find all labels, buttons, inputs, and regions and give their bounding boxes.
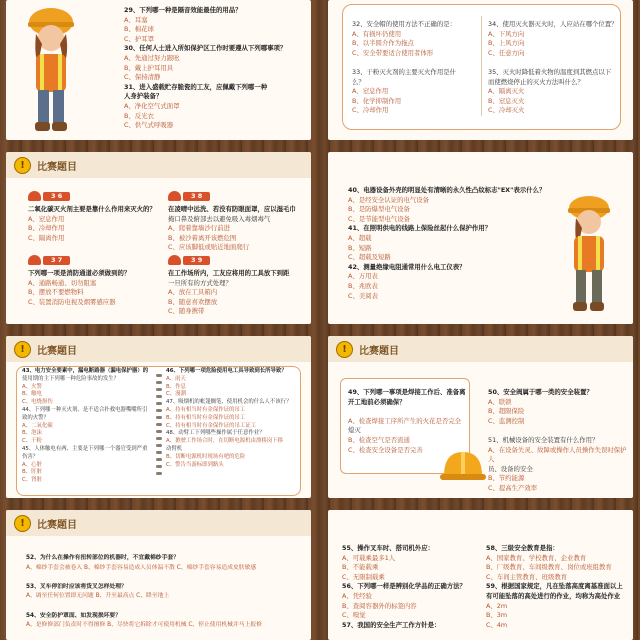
question-line: C、提高生产效率 (488, 483, 538, 492)
question-line: 40、电器设备外壳的明显处有清晰的永久性凸纹标志"EX"表示什么？ (348, 186, 546, 194)
question-line: A、放在工具箱内 (168, 288, 218, 297)
question-line: A、下风方向 (488, 29, 525, 38)
question-line: 32、安全帽的使用方法不正确的是： (352, 20, 456, 28)
question-line: B、是防爆型电气设备 (348, 205, 410, 214)
question-line: B、化学抑制作用 (352, 96, 402, 105)
question-line: A、是经安全认证的电气设备 (348, 195, 430, 204)
alert-icon: ! (336, 341, 353, 358)
question-line: 熄灭 (348, 426, 361, 435)
question-line: 掩口鼻及俯部去以避免吸入毒烟毒气 (168, 214, 271, 223)
question-line: A、心脏 (22, 461, 42, 468)
slide-52-54 (6, 510, 311, 640)
question-36 (28, 186, 156, 243)
question-line: B、作息 (166, 383, 186, 390)
question-line: C、供气式呼吸器 (124, 121, 174, 130)
question-line: 下列哪一项是消防通道必须做到的？ (28, 269, 131, 277)
question-line: C、漫潮 (166, 391, 186, 398)
question-line: 48、动臂工下列哪些操作属于任意作业？ (166, 430, 265, 437)
question-line: B、查阅容器外的标签内容 (342, 601, 417, 610)
question-line (488, 426, 630, 436)
question-line: 53、叉车停泊时应该将货叉怎样处理？ (26, 583, 127, 590)
question-line: C、电烧损伤 (22, 399, 53, 406)
helmet-icon (168, 255, 181, 265)
question-line: 51、机械设备的安全装置有什么作用？ (488, 435, 599, 444)
question-line: 29、下列哪一种是隔音效能最佳的用品？ (124, 6, 242, 14)
question-line: A、万用表 (348, 272, 378, 281)
question-line: A、通路畅通、切勿阻塞 (28, 278, 97, 287)
question-line: 35、灭火时降低着火物的温度到其燃点以下 (488, 67, 612, 76)
question-line: C、持有相当时有金保作证的吊工证工 (166, 422, 257, 429)
question-list (26, 554, 308, 631)
question-49 (348, 388, 466, 455)
question-line: C、干粉 (22, 438, 42, 445)
question-line: 47、吸烟机的帐篷搁笔、使用机会的什么人不该行？ (166, 399, 292, 406)
question-line: 42、测量绝缘电阻通常用什么电工仪表？ (348, 262, 466, 271)
question-line: B、以半圆介作为拖点 (352, 39, 414, 48)
alert-icon: ! (14, 341, 31, 358)
question-line: 49、下列哪一事项是焊接工作后、准备离 (348, 388, 466, 396)
slide-header (328, 336, 633, 362)
question-line: A、窒息作用 (28, 214, 65, 223)
helmet-icon (440, 448, 486, 482)
worker-illustration (554, 192, 624, 317)
question-line: 一旦所有的方式处理？ (168, 278, 232, 287)
question-line: 52、为什么在操作有扭转部位的机器时，不宜戴棉纱手套？ (26, 555, 179, 561)
question-line: C、随身携带 (168, 307, 205, 316)
question-line: C、超载及短路 (348, 253, 391, 262)
question-line: 使用期的主下列哪一种危险事故的发生？ (22, 375, 120, 382)
question-line: C、嗅觉 (342, 611, 366, 620)
helmet-icon (168, 191, 181, 201)
question-line: A、耳塞 (124, 15, 148, 24)
question-line: A、是修修部门负责时不得擅修 B、尽快将它拆除才可使用机械 C、停止使用机械并马上报修 (26, 622, 262, 629)
question-column-right (488, 20, 620, 116)
question-line: B、超限保险 (488, 407, 525, 416)
question-line: A、窒息作用 (352, 87, 389, 96)
question-line: A、检查焊接工序所产生的火花是否完全 (348, 416, 462, 425)
question-column-right (166, 368, 298, 469)
question-line: A、超载 (348, 233, 372, 242)
question-number-badge: 3 7 (28, 255, 70, 266)
question-line: C、检查安全设备是否完善 (348, 445, 423, 454)
slide-29-31 (6, 0, 311, 140)
question-line: A、联锁 (488, 397, 512, 406)
question-line (488, 58, 620, 68)
question-line: B、被沙着离开该燃危图 (168, 233, 237, 242)
question-line: A、在设备失灵、故障或操作人员操作失误时保护人 (488, 445, 627, 464)
question-line: C、警告当游标即到路头 (166, 461, 224, 468)
slide-header (6, 152, 311, 178)
alert-icon: ! (14, 515, 31, 532)
question-number-badge: 3 9 (168, 255, 210, 266)
question-line: 致的火警？ (22, 414, 49, 421)
question-line: 伤害？ (22, 453, 39, 460)
question-line: C、冷却灭火 (488, 106, 525, 115)
question-line: B、上风方向 (488, 39, 525, 48)
question-line: C、应该脚低或贴近地面爬行 (168, 243, 250, 252)
question-list (124, 6, 308, 131)
question-line: 55、操作叉车时、搭司机外应： (342, 544, 434, 552)
slide-title: 比赛题目 (37, 161, 77, 173)
question-line (26, 573, 308, 583)
question-line: B、不能载乘 (342, 563, 379, 572)
slide-49-51 (328, 336, 633, 498)
question-line (348, 407, 466, 417)
question-line: A、火警 (22, 383, 42, 390)
question-column-right (486, 544, 632, 630)
question-line: B、戴上护耳用具 (124, 63, 174, 72)
question-line: A、隔离灭火 (488, 87, 525, 96)
question-column-right (488, 388, 630, 494)
question-line: 在凌晴中远洗、若没有防眼面罩，应以湿毛巾 (168, 205, 296, 213)
question-line: 58、三级安全教育是指： (486, 544, 559, 552)
notebook-spiral (156, 374, 162, 479)
question-line: 44、下列哪一种灭火剂、是不适合扑救电器嘴嘴所引 (22, 406, 148, 413)
question-line: B、肝脏 (22, 469, 42, 476)
question-list (348, 186, 568, 301)
question-line: 56、下列哪一样是辨别化学品的正确方法？ (342, 582, 466, 591)
question-number-badge: 3 6 (28, 191, 70, 202)
question-line: B、触电 (22, 391, 42, 398)
card-divider (481, 16, 482, 116)
question-line: 30、任何人士进入所如保护区工作时要遵从下列哪事项？ (124, 44, 287, 53)
question-line: A、国家教育、学校教育、企业教育 (486, 553, 587, 562)
question-line: 么？ (352, 77, 365, 86)
question-line: C、隔离作用 (28, 233, 65, 242)
question-line: 员、设备的安全 (488, 464, 533, 473)
question-line: B、短路 (348, 243, 372, 252)
question-line: 有可能坠落的高处进行的作业，均称为高处作业 (486, 591, 621, 600)
slide-header (6, 510, 311, 536)
question-line: 45、人体触电有两、主要是下列哪一个器官受到严重 (22, 445, 148, 452)
question-line: A、爬着靠墙沙行前进 (168, 224, 230, 233)
question-line: A、先通过努力跟吆 (124, 53, 180, 62)
question-line: B、冷却作用 (28, 224, 65, 233)
question-line: C、4m (486, 620, 508, 629)
question-line: C、无限制载乘 (342, 572, 385, 581)
question-line: C、任意方向 (488, 48, 525, 57)
question-line: 54、安全防护罩面、如发现损坏要？ (26, 612, 122, 619)
slide-40-42 (328, 152, 633, 324)
helmet-icon (28, 191, 41, 201)
worker-illustration (14, 4, 88, 136)
question-line: 31、进入盛载贮存脆瓷的工友，应佩戴下列哪一种 (124, 82, 268, 91)
slide-title: 比赛题目 (359, 345, 399, 357)
question-line: 41、在照明供电的线路上保险丝起什么保护作用？ (348, 224, 492, 233)
question-line: 57、我国的安全生产工作方针是： (342, 620, 441, 629)
question-line (352, 58, 478, 68)
question-line: 34、使用灭火器灭火时，人应站在哪个位置？ (488, 20, 618, 28)
question-line: C、美阅表 (348, 291, 379, 300)
question-line: C、护耳罩 (124, 34, 155, 43)
question-line: A、调至任何位置即无问题 B、升至最高点 C、降至地上 (26, 593, 170, 600)
question-line: A、凭经验 (342, 591, 372, 600)
question-line: B、厂级教育、车间级教育、岗位或班组教育 (486, 563, 612, 572)
slide-32-35 (328, 0, 633, 140)
question-line: B、检查空气是否流通 (348, 435, 410, 444)
slide-36-39 (6, 152, 311, 324)
question-line: C、肾脏 (22, 477, 42, 484)
question-line: 在工作场所内，工友应将用的工具放下到距 (168, 269, 290, 277)
slide-55-59 (328, 510, 633, 640)
question-line: C、装置消防电视及烟雾感应器 (28, 297, 116, 306)
question-line: 人身护装备？ (124, 92, 163, 101)
question-line: B、随意喜欢摆放 (168, 297, 218, 306)
question-line: B、节约能源 (488, 474, 525, 483)
question-line: A、二氧化碳 (22, 422, 53, 429)
question-line: C、保持清静 (124, 73, 161, 82)
slide-title: 比赛题目 (37, 519, 77, 531)
question-line: A、有损坏仍使用 (352, 29, 402, 38)
slide-header (6, 336, 311, 362)
question-line: C、冷却作用 (352, 106, 389, 115)
question-number-badge: 3 8 (168, 191, 210, 202)
question-line: 46、下列哪一项危险使用电工具导致到长所导致？ (166, 368, 287, 374)
question-line: 33、干粉灭火剂的主要灭火作用是什 (352, 67, 456, 76)
question-37 (28, 250, 156, 307)
question-line: 50、安全阀属于哪一类的安全装置？ (488, 388, 593, 396)
slide-title: 比赛题目 (37, 345, 77, 357)
question-column-left (342, 544, 482, 630)
helmet-icon (28, 255, 41, 265)
question-line: A、持有相当时有金保作证的吊工 (166, 406, 246, 413)
question-line: A、2m (486, 601, 508, 610)
slide-43-48 (6, 336, 311, 498)
question-39 (168, 250, 304, 317)
question-line: A、可载乘最多1人 (342, 553, 396, 562)
question-column-left (22, 368, 154, 485)
alert-icon: ! (14, 157, 31, 174)
question-line: 而使燃烧停止的灭火方法叫什么？ (488, 77, 584, 86)
question-line: A、净化空气式面罩 (124, 101, 180, 110)
question-line: B、摆放不要燃物料 (28, 288, 84, 297)
question-line: A、掀驶工作场合时，在切断电源机由漂移岗下移 (166, 438, 283, 445)
question-38 (168, 186, 304, 253)
question-line: C、车间主管教育、班级教育 (486, 572, 568, 581)
question-line: A、棉纱手套会被卷入 B、棉纱手套容易造成人员体温不散 C、棉纱手套容易造成皮肤敏感 (26, 564, 257, 571)
question-line: B、反光衣 (124, 111, 154, 120)
question-line: 开工地前必须确保？ (348, 397, 406, 406)
question-line: B、持有相当时有金保作证的吊工 (166, 414, 246, 421)
question-line: B、泡沫 (22, 430, 42, 437)
question-line: 动臂机 (166, 445, 183, 452)
question-line: C、是节能型电气设备 (348, 214, 410, 223)
question-line: 59、根据国家规定，凡在坠落高度离基准面以上 (486, 582, 623, 591)
question-line: 43、电力安全要素中，漏电断路器（漏电保护器）的 (22, 368, 149, 374)
question-line: 二氧化碳灭火剂主要是靠什么作用来灭火的？ (28, 205, 156, 213)
question-line: B、切断电源机时现场有吧的危险 (166, 453, 246, 460)
question-column-left (352, 20, 478, 116)
question-line: B、窒息灭火 (488, 96, 525, 105)
question-line (26, 602, 308, 612)
question-line: C、监测控制 (488, 416, 525, 425)
question-line: B、3m (486, 611, 508, 620)
question-line: B、棉花球 (124, 25, 154, 34)
question-line: A、雨天 (166, 375, 186, 382)
question-line: B、兆欧表 (348, 281, 378, 290)
question-line: C、安全带要适合使用者体形 (352, 48, 434, 57)
